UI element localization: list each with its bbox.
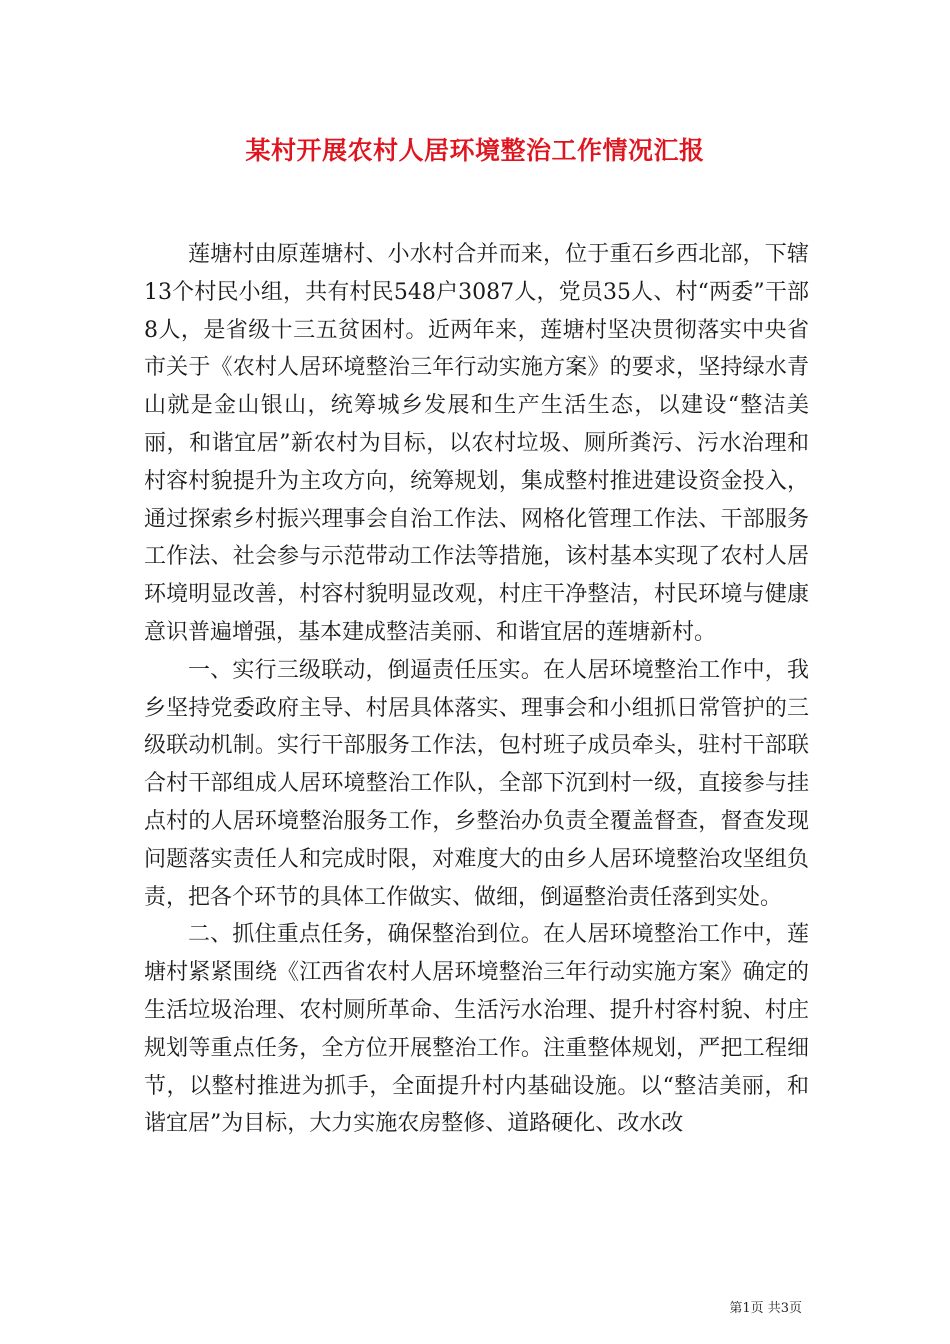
paragraph-intro: 莲塘村由原莲塘村、小水村合并而来，位于重石乡西北部，下辖13个村民小组，共有村民548户3087人，党员35人、村“两委”干部8人，是省级十三五贫困村。近两年来，莲塘村坚决贯彻落实中央省市关于《农村人居环境整治三年行动实施方案》的要求，坚持绿水青山就是金山银山，统筹城乡发展和生产生活生态，以建设“整洁美丽，和谐宜居”新农村为目标，以农村垃圾、厕所粪污、污水治理和村容村貌提升为主攻方向，统筹规划，集成整村推进建设资金投入，通过探索乡村振兴理事会自治工作法、网格化管理工作法、干部服务工作法、社会参与示范带动工作法等措施，该村基本实现了农村人居环境明显改善，村容村貌明显改观，村庄干净整洁，村民环境与健康意识普遍增强，基本建成整洁美丽、和谐宜居的莲塘新村。 — [144, 242, 809, 645]
paragraph-section-one: 一、实行三级联动，倒逼责任压实。在人居环境整治工作中，我乡坚持党委政府主导、村居具体落实、理事会和小组抓日常管护的三级联动机制。实行干部服务工作法，包村班子成员牵头，驻村干部联合村干部组成人居环境整治工作队，全部下沉到村一级，直接参与挂点村的人居环境整治服务工作，乡整治办负责全覆盖督查，督查发现问题落实责任人和完成时限，对难度大的由乡人居环境整治攻坚组负责，把各个环节的具体工作做实、做细，倒逼整治责任落到实处。 — [144, 657, 809, 910]
page-number: 第1页 共3页 — [729, 1301, 802, 1316]
document-body — [144, 236, 809, 1143]
document-title: 某村开展农村人居环境整治工作情况汇报 — [245, 136, 705, 165]
paragraph-section-two: 二、抓住重点任务，确保整治到位。在人居环境整治工作中，莲塘村紧紧围绕《江西省农村人居环境整治三年行动实施方案》确定的生活垃圾治理、农村厕所革命、生活污水治理、提升村容村貌、村庄规划等重点任务，全方位开展整治工作。注重整体规划，严把工程细节，以整村推进为抓手，全面提升村内基础设施。以“整洁美丽，和谐宜居”为目标，大力实施农房整修、道路硬化、改水改 — [144, 922, 809, 1137]
